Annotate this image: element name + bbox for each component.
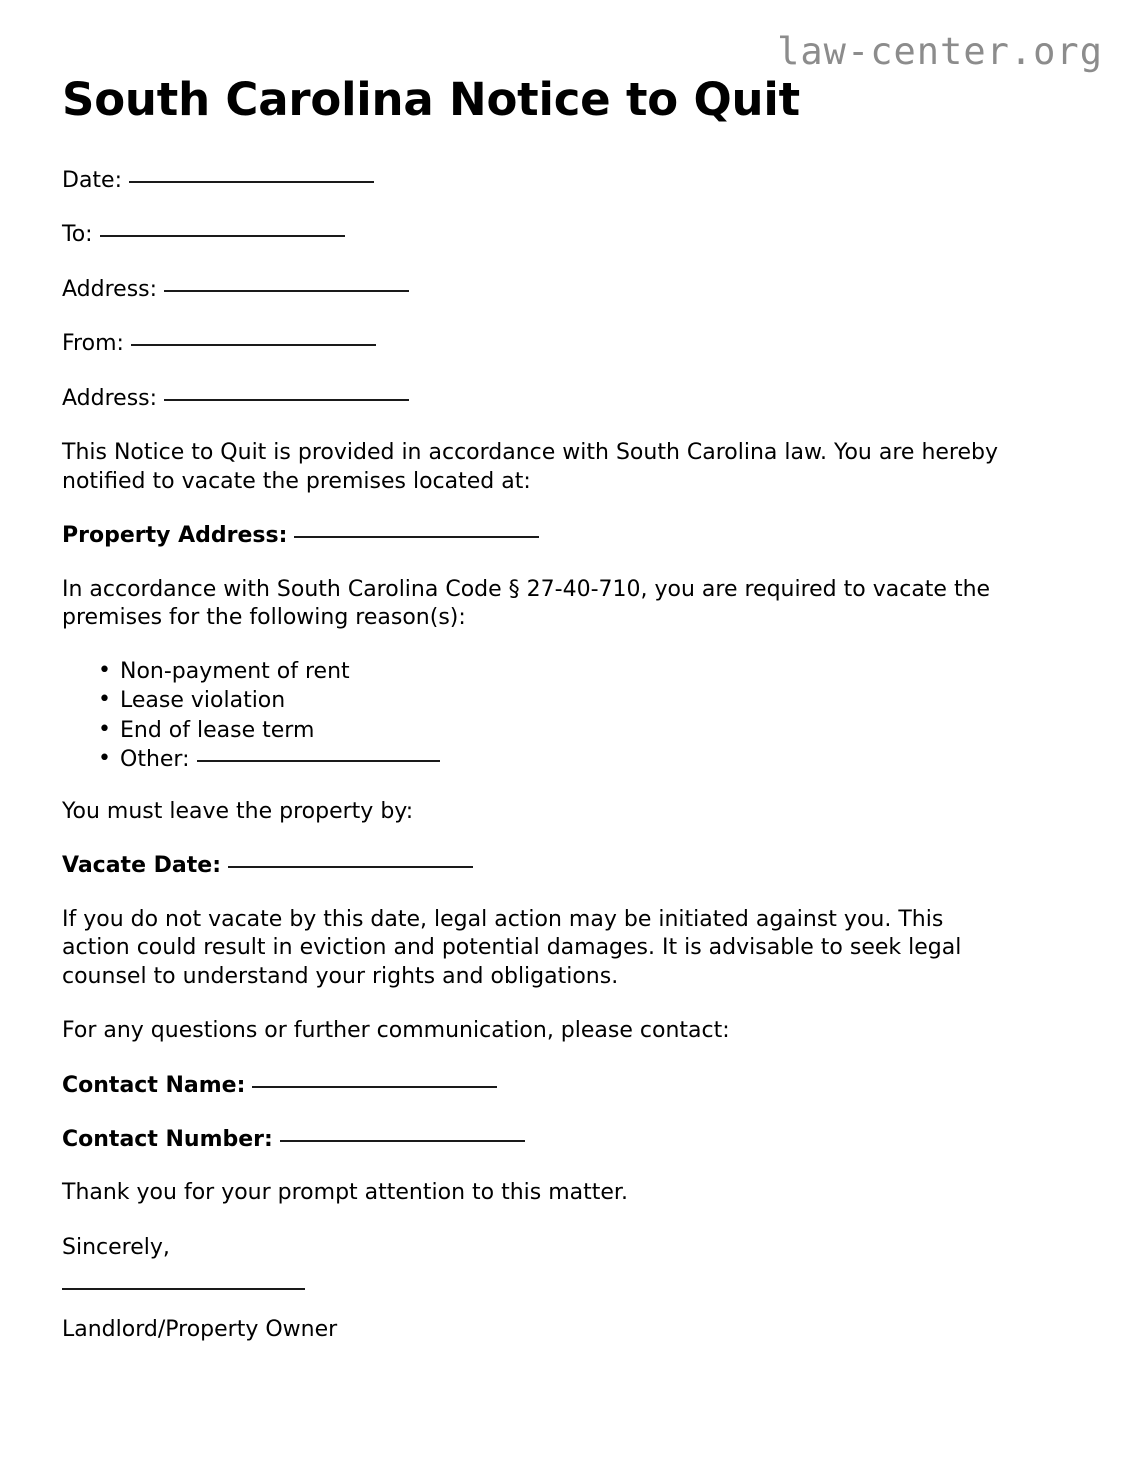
reasons-list [62,659,1017,774]
vacate-date-field [62,852,1017,880]
field-row-date [62,167,1017,195]
closing-text: Sincerely, [62,1234,170,1260]
list-item [98,747,1017,773]
field-blank-recipient-address[interactable] [164,290,409,292]
field-blank-from[interactable] [131,344,376,346]
list-item [98,718,1017,744]
site-watermark: law-center.org [777,30,1103,73]
document-content [62,73,1017,1344]
reason-label-end-of-lease: End of lease term [120,717,315,743]
reason-label-nonpayment: Non-payment of rent [120,658,350,684]
vacate-date-label: Vacate Date: [62,853,221,879]
contact-name-blank[interactable] [252,1086,497,1088]
list-item [98,659,1017,685]
signature-caption: Landlord/Property Owner [62,1317,338,1343]
thank-you-text: Thank you for your prompt attention to this matter. [62,1180,628,1205]
intro-paragraph: This Notice to Quit is provided in accordance with South Carolina law. You are hereby notified to vacate the premises located at: [62,440,998,494]
code-paragraph: In accordance with South Carolina Code § 27-40-710, you are required to vacate the premises for the following reason(s): [62,576,991,631]
property-address-label: Property Address: [62,523,288,549]
contact-number-field [62,1126,1017,1154]
field-row-recipient-address [62,276,1017,304]
reason-label-other: Other: [120,747,190,773]
field-label-recipient-address: Address: [62,276,158,302]
signature-line[interactable] [62,1288,305,1290]
vacate-date-blank[interactable] [228,866,473,868]
leave-by-text: You must leave the property by: [62,798,414,824]
field-blank-date[interactable] [129,181,374,183]
legal-action-paragraph: If you do not vacate by this date, legal action may be initiated against you. This action could result in eviction and potential damages. It is advisable to seek legal counsel to understand your rights and obligations. [62,906,962,989]
field-label-date: Date: [62,167,122,193]
contact-number-label: Contact Number: [62,1126,273,1152]
field-label-to: To: [62,222,93,248]
reason-other-blank[interactable] [197,760,440,762]
reason-label-lease-violation: Lease violation [120,688,286,714]
field-blank-to[interactable] [100,235,345,237]
field-row-to [62,221,1017,249]
field-label-sender-address: Address: [62,385,158,411]
page-title: South Carolina Notice to Quit [62,73,800,126]
contact-name-field [62,1072,1017,1100]
list-item [98,688,1017,714]
contact-intro-text: For any questions or further communication, please contact: [62,1018,730,1044]
property-address-field [62,522,1017,550]
contact-number-blank[interactable] [280,1140,525,1142]
property-address-blank[interactable] [294,536,539,538]
field-label-from: From: [62,331,124,357]
field-row-from [62,330,1017,358]
contact-name-label: Contact Name: [62,1073,246,1098]
field-row-sender-address [62,385,1017,413]
field-blank-sender-address[interactable] [164,399,409,401]
